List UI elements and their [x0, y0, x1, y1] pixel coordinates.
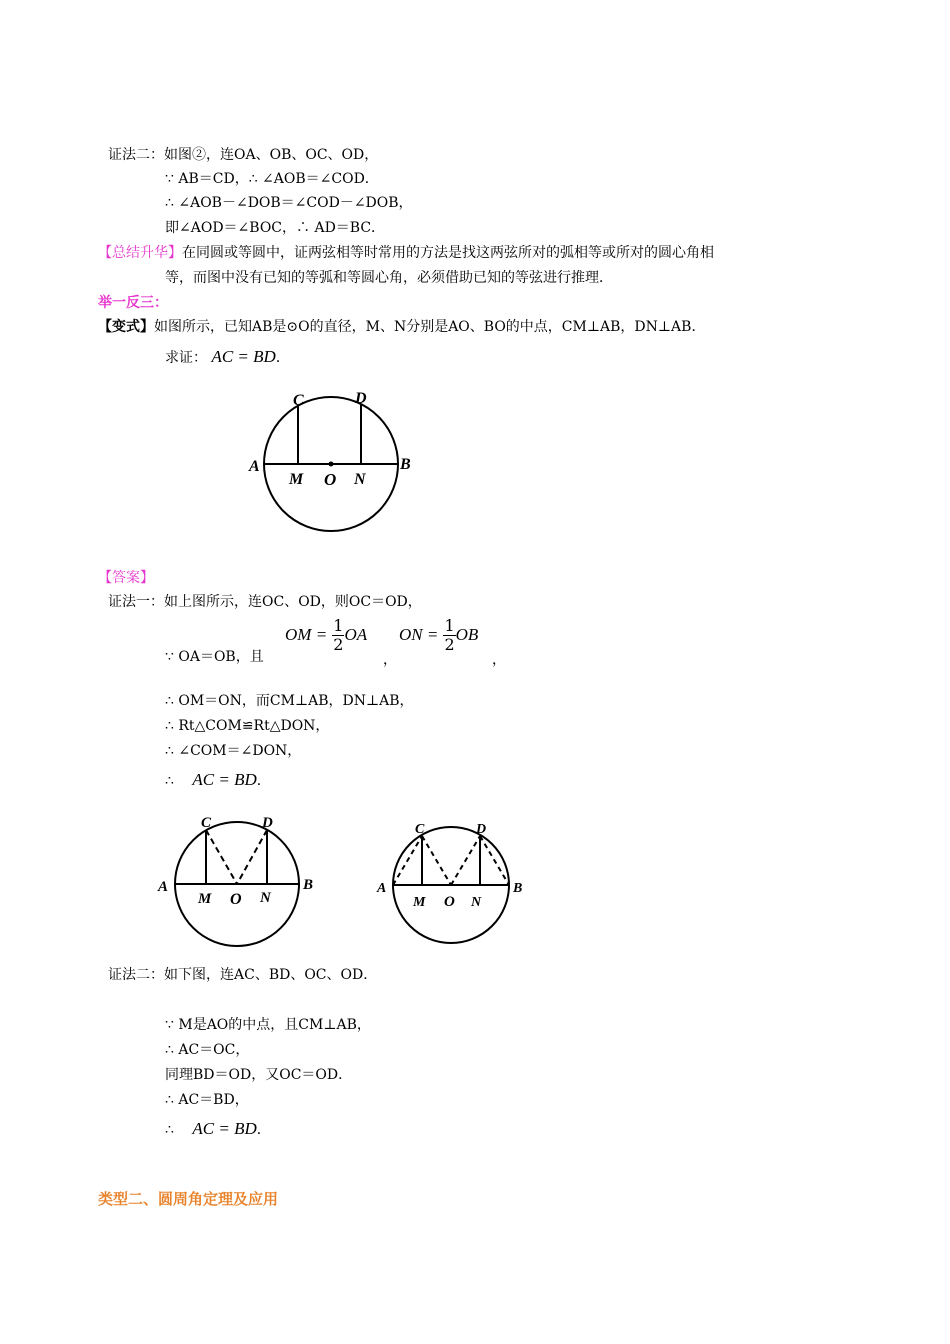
m1-line-4-end: ． — [256, 773, 271, 789]
m1-because: ∵ OA＝OB，且 — [165, 649, 264, 665]
answer-tag: 【答案】 — [98, 570, 154, 586]
label-m: M — [198, 891, 212, 907]
m2-line-5-expression: AC = BD — [192, 1119, 257, 1138]
eq1-left: OM = — [285, 625, 328, 644]
m2-line-3: 同理BD＝OD，又OC＝OD． — [165, 1067, 353, 1083]
label-n: N — [260, 890, 271, 906]
segment-od-dashed — [237, 830, 267, 884]
label-o: O — [230, 891, 242, 908]
label-b: B — [513, 881, 523, 896]
label-d: D — [476, 822, 487, 837]
center-point — [329, 462, 334, 467]
label-m: M — [413, 895, 426, 910]
m1-equation-on — [399, 617, 478, 654]
segment-oc-dashed — [206, 830, 237, 884]
eq2-denominator: 2 — [444, 635, 455, 654]
eq1-right: OA — [344, 625, 368, 644]
eq2-fraction — [443, 617, 455, 654]
label-c: C — [293, 392, 304, 409]
label-a: A — [158, 879, 169, 895]
label-b: B — [303, 877, 314, 893]
m1-line-4-expression: AC = BD — [192, 770, 257, 789]
label-d: D — [355, 390, 367, 407]
proof2-line-3: 即∠AOD＝∠BOC，∴ AD＝BC． — [165, 220, 386, 236]
segment-oc-dashed — [422, 836, 451, 885]
variant-line — [98, 317, 705, 337]
m2-line-4: ∴ AC＝BD， — [165, 1092, 249, 1108]
practice-title: 举一反三： — [98, 295, 168, 311]
m1-line-4-symbol: ∴ — [165, 773, 174, 789]
proof2-line-2: ∴ ∠AOB－∠DOB＝∠COD－∠DOB， — [165, 195, 413, 211]
m2-line-2: ∴ AC＝OC， — [165, 1042, 250, 1058]
figure-circle-main — [240, 380, 430, 540]
proof2-line-1: ∵ AB＝CD，∴ ∠AOB＝∠COD． — [165, 171, 379, 187]
eq2-left: ON = — [399, 625, 439, 644]
prove-label: 求证： — [165, 350, 207, 366]
label-o: O — [324, 470, 337, 489]
summary-line-1 — [98, 243, 714, 263]
label-a: A — [249, 458, 260, 475]
figure-answer-right — [370, 815, 535, 955]
label-m: M — [289, 471, 304, 488]
summary-line-2: 等，而图中没有已知的等弧和等圆心角，必须借助已知的等弦进行推理． — [165, 270, 613, 286]
summary-text-1: 在同圆或等圆中，证两弦相等时常用的方法是找这两弦所对的弧相等或所对的圆心角相 — [182, 245, 714, 261]
eq2-right: OB — [455, 625, 479, 644]
m2-line-1: ∵ M是AO的中点，且CM⊥AB， — [165, 1017, 371, 1033]
m1-line-4 — [165, 770, 271, 791]
section-title: 类型二、圆周角定理及应用 — [98, 1190, 279, 1208]
eq2-numerator: 1 — [444, 616, 455, 635]
segment-od-dashed — [451, 836, 480, 885]
variant-tag: 【变式】 — [98, 319, 154, 335]
eq1-comma: ， — [383, 652, 397, 668]
m2-line-5-symbol: ∴ — [165, 1122, 174, 1138]
label-d: D — [262, 815, 273, 831]
label-c: C — [201, 815, 212, 831]
m1-line-2: ∴ Rt△COM≌Rt△DON， — [165, 718, 330, 734]
label-n: N — [471, 895, 482, 910]
figure-answer-left — [150, 805, 330, 955]
eq1-denominator: 2 — [333, 635, 344, 654]
label-n: N — [354, 471, 366, 488]
m1-equation-om — [285, 617, 367, 654]
prove-end: ． — [275, 350, 290, 366]
m2-heading: 证法二：如下图，连AC、BD、OC、OD． — [108, 967, 378, 983]
m1-heading: 证法一：如上图所示，连OC、OD，则OC＝OD， — [108, 594, 422, 610]
label-a: A — [377, 881, 387, 896]
eq1-numerator: 1 — [333, 616, 344, 635]
prove-expression: AC = BD — [211, 347, 276, 366]
proof2-heading: 证法二：如图②，连OA、OB、OC、OD， — [108, 147, 379, 163]
eq1-fraction — [332, 617, 344, 654]
m1-line-1: ∴ OM＝ON，而CM⊥AB，DN⊥AB， — [165, 693, 414, 709]
eq2-comma: ， — [492, 652, 506, 668]
m2-line-5 — [165, 1119, 271, 1140]
m2-line-5-end: ． — [256, 1122, 271, 1138]
label-b: B — [400, 456, 411, 473]
label-c: C — [415, 822, 425, 837]
prove-line — [165, 347, 290, 368]
m1-line-3: ∴ ∠COM＝∠DON， — [165, 743, 302, 759]
variant-text: 如图所示，已知AB是⊙O的直径，M、N分别是AO、BO的中点，CM⊥AB，DN⊥AB． — [154, 319, 706, 335]
summary-tag: 【总结升华】 — [98, 245, 182, 261]
label-o: O — [444, 894, 455, 910]
